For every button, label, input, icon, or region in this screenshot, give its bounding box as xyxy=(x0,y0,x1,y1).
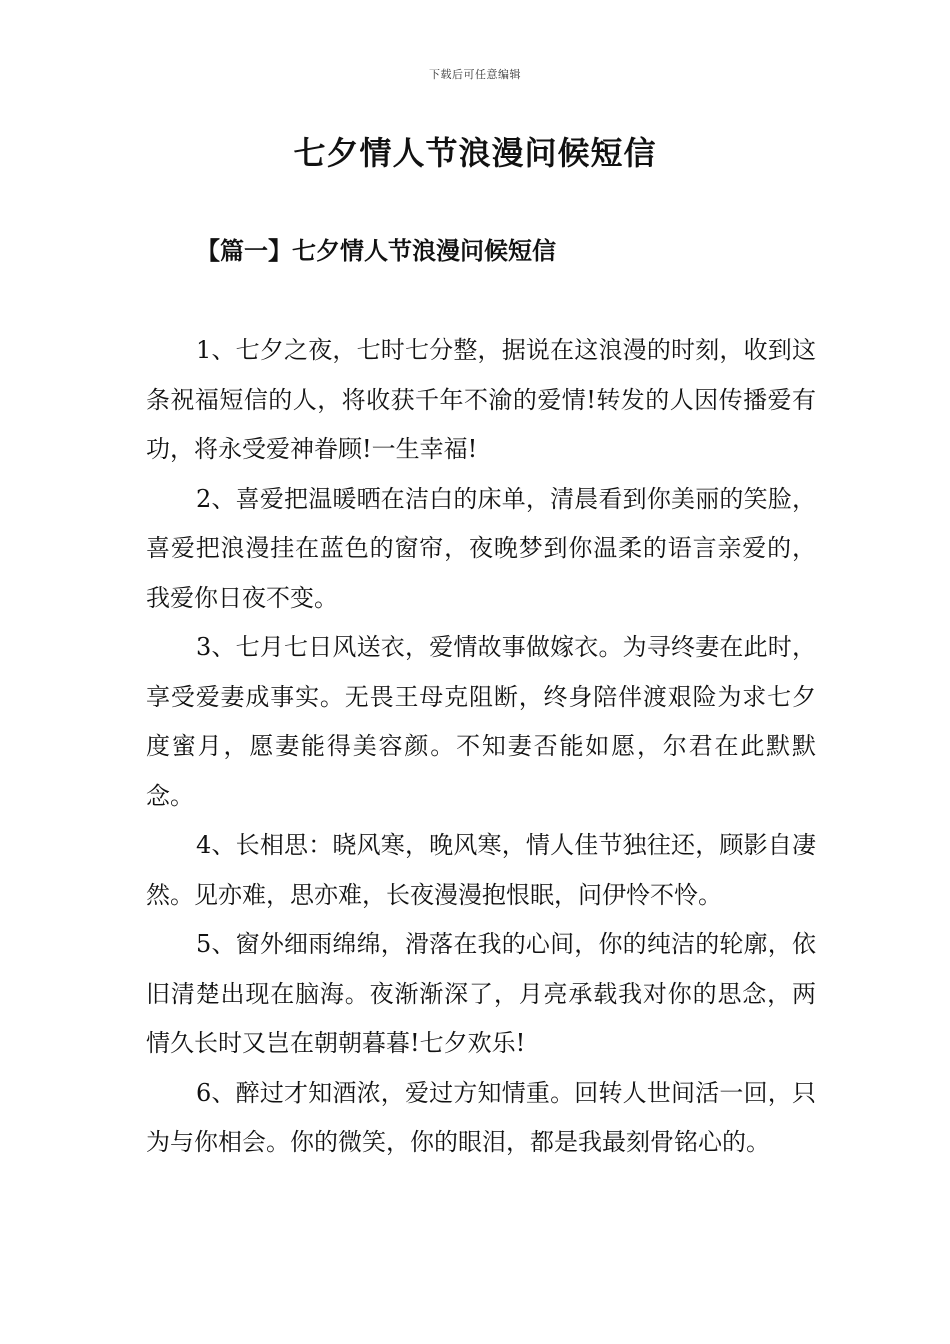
paragraph: 5、窗外细雨绵绵，滑落在我的心间，你的纯洁的轮廓，依旧清楚出现在脑海。夜渐渐深了，月亮承载我对你的思念，两情久长时又岂在朝朝暮暮!七夕欢乐! xyxy=(146,930,816,1057)
section-heading: 【篇一】七夕情人节浪漫问候短信 xyxy=(196,236,556,265)
paragraph: 4、长相思：晓风寒，晚风寒，情人佳节独往还，顾影自凄然。见亦难，思亦难，长夜漫漫抱恨眠，问伊怜不怜。 xyxy=(146,831,816,909)
paragraph: 1、七夕之夜，七时七分整，据说在这浪漫的时刻，收到这条祝福短信的人，将收获千年不渝的爱情!转发的人因传播爱有功，将永受爱神眷顾!一生幸福! xyxy=(146,336,816,463)
paragraph: 2、喜爱把温暖晒在洁白的床单，清晨看到你美丽的笑脸，喜爱把浪漫挂在蓝色的窗帘，夜晚梦到你温柔的语言亲爱的，我爱你日夜不变。 xyxy=(146,484,816,612)
document-title: 七夕情人节浪漫问候短信 xyxy=(293,134,657,172)
paragraph: 3、七月七日风送衣，爱情故事做嫁衣。为寻终妻在此时，享受爱妻成事实。无畏王母克阻断，终身陪伴渡艰险为求七夕度蜜月，愿妻能得美容颜。不知妻否能如愿，尔君在此默默念。 xyxy=(146,633,816,810)
paragraph: 6、醉过才知酒浓，爱过方知情重。回转人世间活一回，只为与你相会。你的微笑，你的眼泪，都是我最刻骨铭心的。 xyxy=(146,1078,816,1156)
header-note: 下载后可任意编辑 xyxy=(429,68,521,81)
body-text xyxy=(146,326,816,1168)
